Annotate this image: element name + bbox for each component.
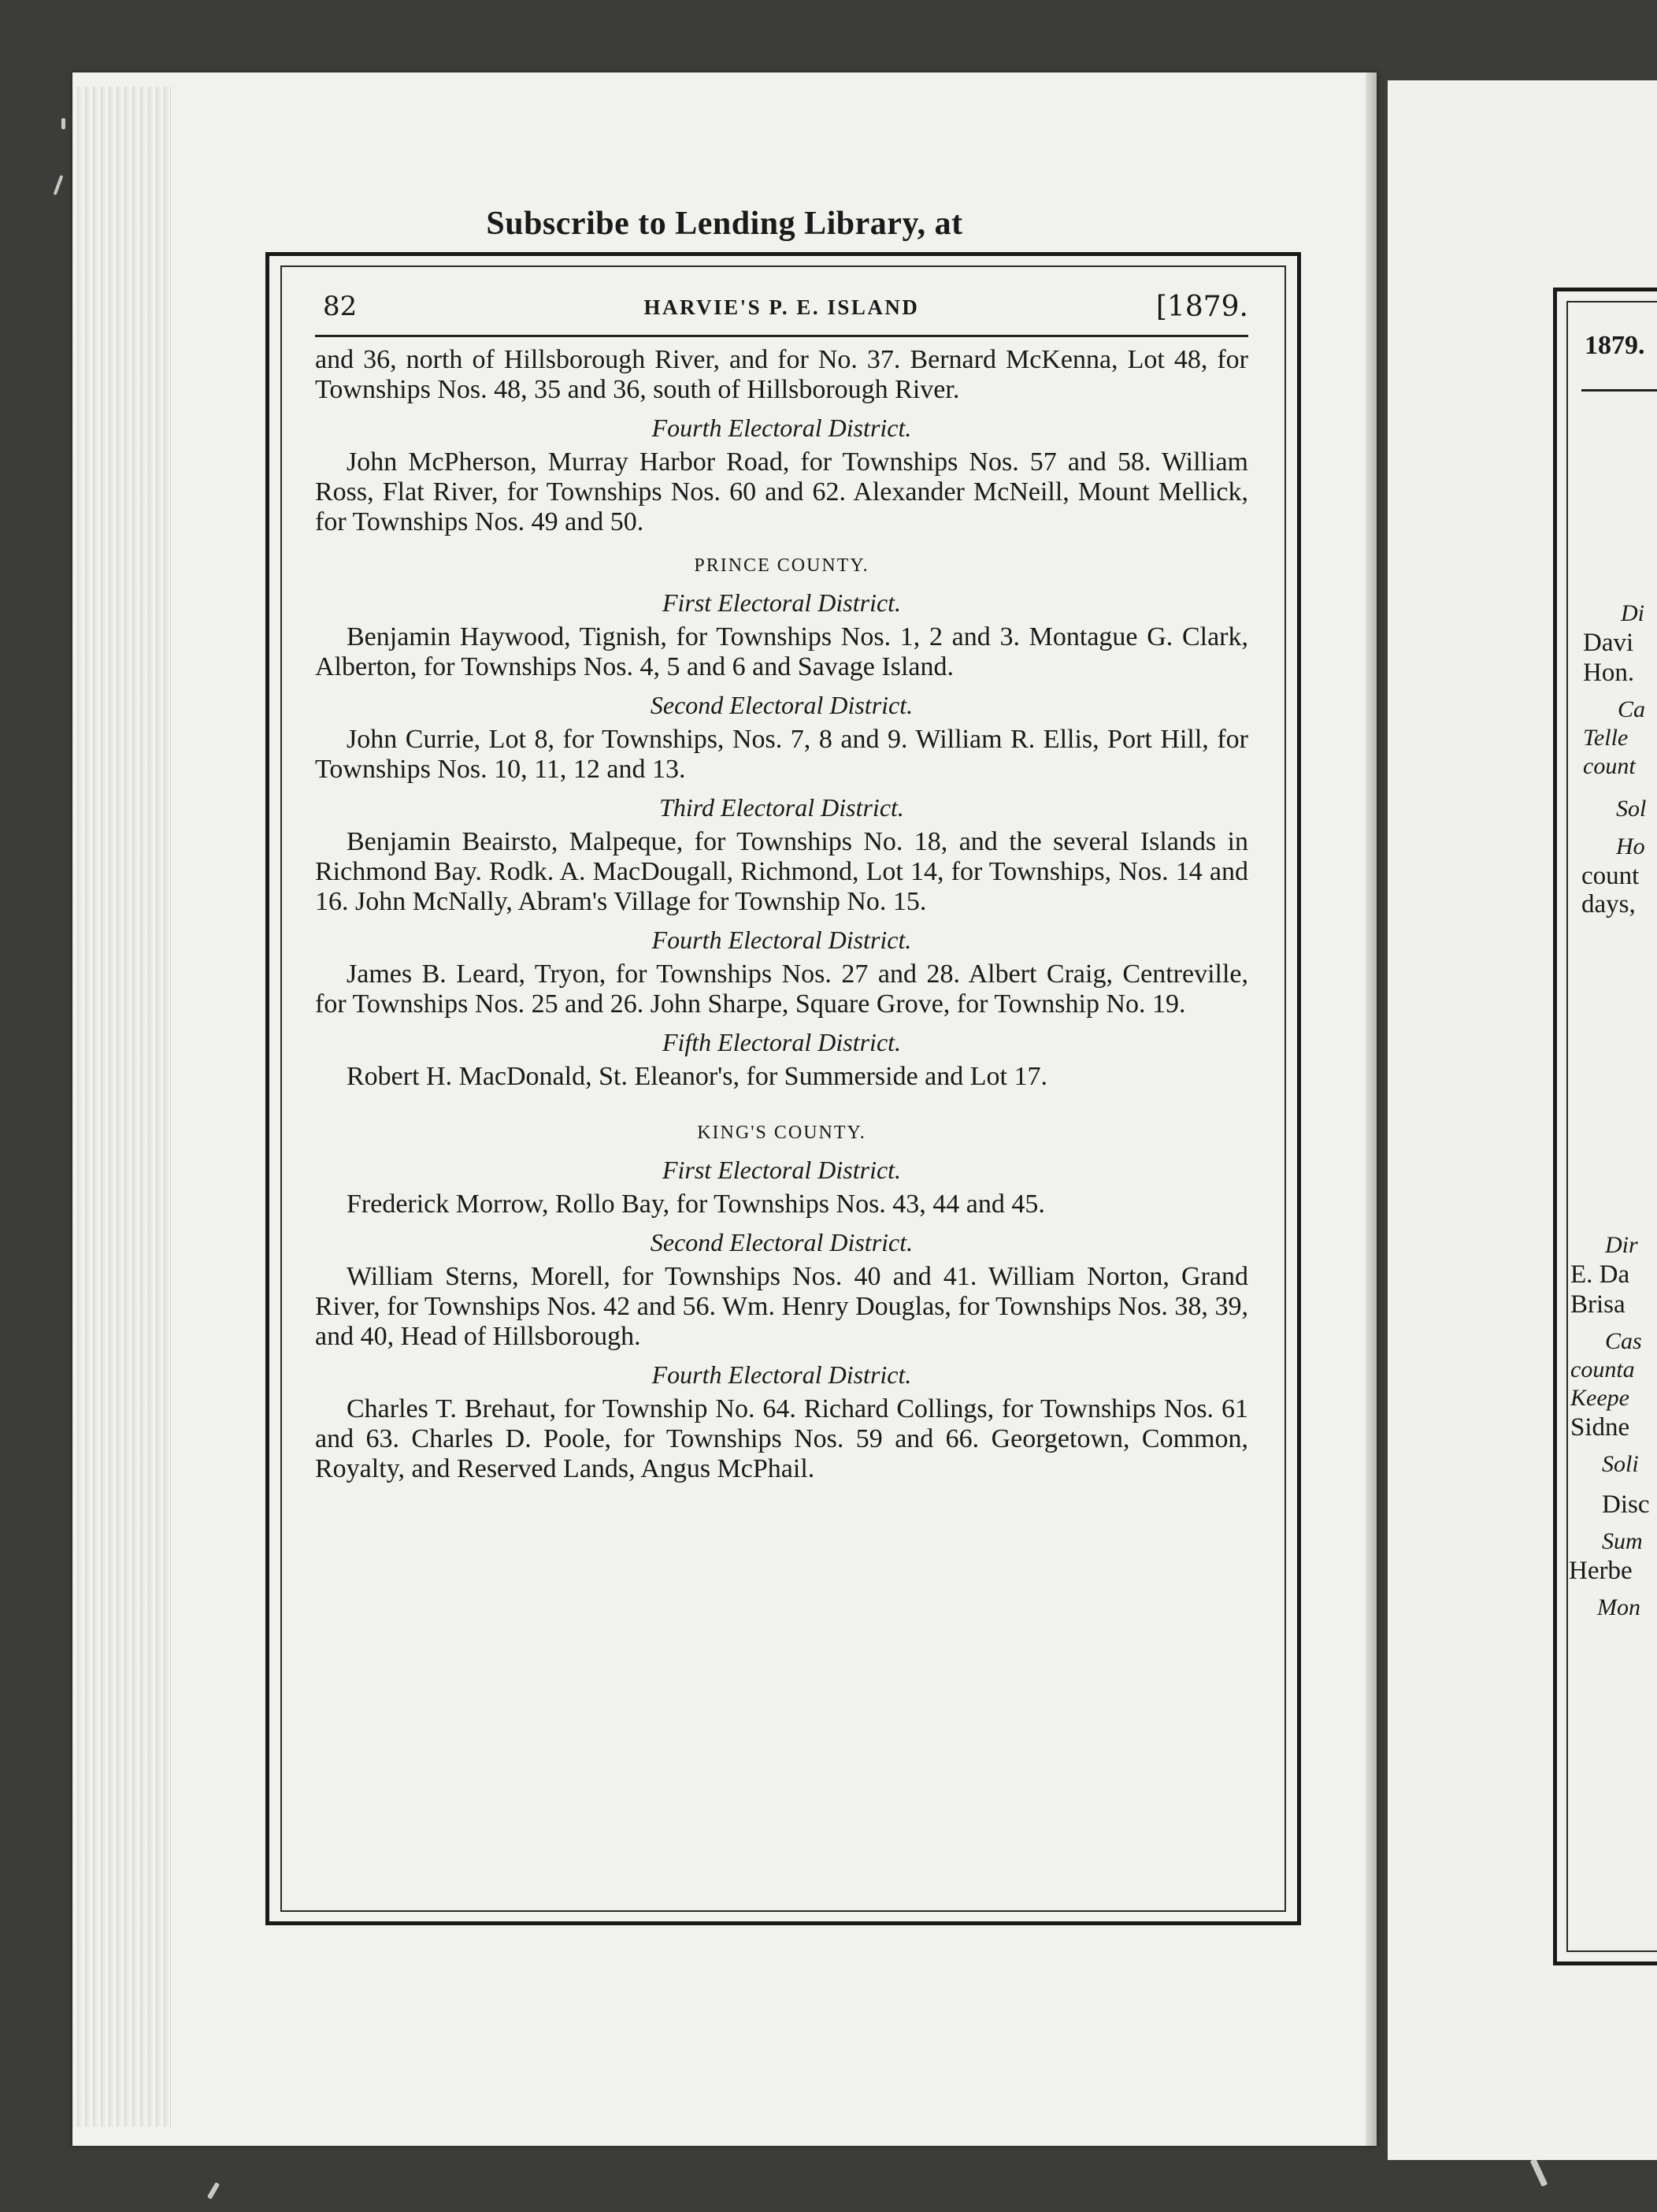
right-page-fragment-text: Ca — [1618, 696, 1646, 722]
right-page-fragment-text: Mon — [1597, 1594, 1640, 1620]
district-text: William Sterns, Morell, for Townships Nos. 40 and 41. William Norton, Grand River, for Townships Nos. 42 and 56. Wm. Henry Douglas, for Townships Nos. 38, 39, and 40, Head of Hillsborough. — [315, 1262, 1248, 1351]
head-rule — [315, 335, 1248, 337]
page-border-inner — [280, 265, 1286, 1912]
scan-speck — [61, 118, 65, 129]
district-text: Benjamin Beairsto, Malpeque, for Townships No. 18, and the several Islands in Richmond Bay. Rodk. A. MacDougall, Richmond, Lot 14, for Townships, Nos. 14 and 16. John McNally, Abram's Village for Township No. 15. — [315, 827, 1248, 916]
page-border-frame — [265, 252, 1301, 1925]
right-page-fragment-text: Sidne — [1570, 1413, 1630, 1442]
district-heading: Second Electoral District. — [650, 1228, 914, 1256]
page-content — [315, 291, 1248, 1484]
district-heading: Fifth Electoral District. — [662, 1028, 902, 1056]
district-text: James B. Leard, Tryon, for Townships Nos. 27 and 28. Albert Craig, Centreville, for Townships Nos. 25 and 26. John Sharpe, Square Grove, for Township No. 19. — [315, 959, 1248, 1019]
district-heading: Fourth Electoral District. — [651, 414, 912, 442]
right-page-fragment-text: days, — [1581, 890, 1636, 919]
page-gutter — [1366, 72, 1377, 2146]
page-edges — [72, 87, 171, 2127]
right-page-fragment-text: Soli — [1602, 1451, 1639, 1477]
district-text: John McPherson, Murray Harbor Road, for Townships Nos. 57 and 58. William Ross, Flat River, for Townships Nos. 60 and 62. Alexander McNeill, Mount Mellick, for Townships Nos. 49 and 50. — [315, 447, 1248, 536]
right-page-fragment-text: Herbe — [1569, 1557, 1633, 1585]
right-page-head-rule — [1581, 389, 1657, 392]
page-number: 82 — [323, 291, 358, 322]
right-page-year: 1879. — [1585, 331, 1645, 360]
county-heading-kings: KING'S COUNTY. — [697, 1123, 866, 1143]
right-page-fragment-text: E. Da — [1570, 1260, 1630, 1289]
district-heading: Third Electoral District. — [659, 793, 904, 822]
district-text: John Currie, Lot 8, for Townships, Nos. 7, 8 and 9. William R. Ellis, Port Hill, for Townships Nos. 10, 11, 12 and 13. — [315, 725, 1248, 784]
book-title: HARVIE'S P. E. ISLAND — [643, 295, 920, 319]
scan-speck — [207, 2182, 220, 2199]
district-heading: Second Electoral District. — [650, 691, 914, 719]
right-page-fragment-text: Di — [1621, 600, 1644, 626]
right-page-fragment-text: count — [1581, 862, 1640, 890]
right-page-fragment — [1388, 80, 1657, 2160]
district-text: Benjamin Haywood, Tignish, for Townships Nos. 1, 2 and 3. Montague G. Clark, Alberton, for Townships Nos. 4, 5 and 6 and Savage Island. — [315, 622, 1248, 681]
right-page-fragment-text: Brisa — [1570, 1290, 1625, 1319]
scan-speck — [54, 175, 64, 195]
right-page-fragment-text: Dir — [1605, 1232, 1638, 1258]
right-page-fragment-text: Telle — [1583, 725, 1629, 751]
year-label: [1879. — [1155, 291, 1248, 323]
right-page-fragment-text: Sol — [1616, 796, 1647, 822]
district-heading: First Electoral District. — [662, 588, 902, 617]
right-page-fragment-text: Cas — [1605, 1328, 1642, 1354]
county-heading-prince: PRINCE COUNTY. — [694, 555, 869, 576]
left-page — [72, 72, 1377, 2146]
right-page-fragment-text: Ho — [1616, 833, 1645, 859]
district-text: Frederick Morrow, Rollo Bay, for Townships Nos. 43, 44 and 45. — [347, 1190, 1045, 1219]
district-heading: First Electoral District. — [662, 1156, 902, 1184]
right-page-fragment-text: Sum — [1602, 1528, 1643, 1554]
scan-speck — [1530, 2158, 1548, 2187]
right-page-fragment-text: Davi — [1583, 629, 1634, 657]
district-text: Charles T. Brehaut, for Township No. 64. Richard Collings, for Townships Nos. 61 and 63. Charles D. Poole, for Townships Nos. 59 and 66. Georgetown, Common, Royalty, and Reserved Lands, Angus McPhail. — [315, 1394, 1248, 1483]
right-page-border-inner — [1566, 301, 1657, 1952]
running-head — [315, 291, 1248, 332]
top-advertisement: Subscribe to Lending Library, at — [486, 206, 963, 242]
right-page-fragment-text: count — [1583, 753, 1636, 779]
right-page-border-frame — [1553, 288, 1657, 1965]
district-heading: Fourth Electoral District. — [651, 926, 912, 954]
right-page-fragment-text: Keepe — [1570, 1385, 1629, 1411]
district-heading: Fourth Electoral District. — [651, 1360, 912, 1389]
right-page-fragment-text: Hon. — [1583, 659, 1635, 687]
opening-paragraph: and 36, north of Hillsborough River, and for No. 37. Bernard McKenna, Lot 48, for Townships Nos. 48, 35 and 36, south of Hillsborough River. — [315, 345, 1248, 404]
right-page-fragment-text: Disc — [1602, 1490, 1650, 1519]
right-page-fragment-text: counta — [1570, 1357, 1635, 1382]
district-text: Robert H. MacDonald, St. Eleanor's, for Summerside and Lot 17. — [347, 1062, 1047, 1091]
